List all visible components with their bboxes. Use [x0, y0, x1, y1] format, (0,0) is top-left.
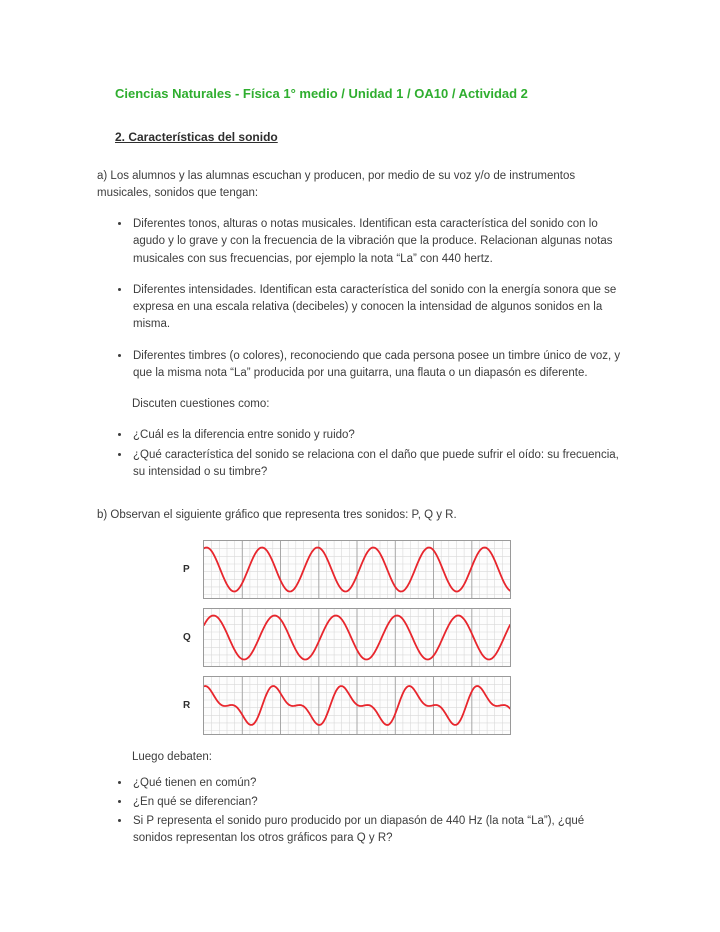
wave-row-q	[183, 608, 622, 667]
bullet-item: • ¿Qué característica del sonido se relaciona con el daño que puede sufrir el oído: su frecuencia, su intensidad o su timbre?	[131, 447, 622, 482]
wave-label-q: Q	[183, 632, 191, 644]
wave-label-p: P	[183, 564, 190, 576]
course-breadcrumb: Ciencias Naturales - Física 1° medio / Unidad 1 / OA10 / Actividad 2	[115, 86, 528, 101]
activity-title: 2. Características del sonido	[115, 129, 278, 144]
waveform-figure	[183, 540, 622, 735]
debate-bullet-list	[97, 775, 622, 848]
bullet-item: • Diferentes tonos, alturas o notas musicales. Identifican esta característica del sonido con lo agudo y lo grave y con la frecuencia de la vibración que la produce. Relacionan algunas notas musicales con sus frecuencias, por ejemplo la nota “La” con 440 hertz.	[131, 216, 622, 268]
wave-plot-r	[203, 676, 511, 735]
debate-intro: Luego debaten:	[132, 751, 212, 764]
bullet-item: • Diferentes intensidades. Identifican esta característica del sonido con la energía sonora que se expresa en una escala relativa (decibeles) y conocen la intensidad de algunos sonidos en la misma.	[131, 282, 622, 334]
discuss-bullet-list	[97, 427, 622, 481]
wave-row-p	[183, 540, 622, 599]
section-b-intro: b) Observan el siguiente gráfico que representa tres sonidos: P, Q y R.	[97, 509, 457, 521]
wave-label-r: R	[183, 700, 191, 712]
discuss-intro: Discuten cuestiones como:	[132, 398, 270, 410]
wave-plot-p	[203, 540, 511, 599]
bullet-item: • ¿Qué tienen en común?	[131, 775, 622, 792]
bullet-item: • ¿Cuál es la diferencia entre sonido y ruido?	[131, 427, 622, 444]
bullet-item: • Diferentes timbres (o colores), reconociendo que cada persona posee un timbre único de voz, y que la misma nota “La” producida por una guitarra, una flauta o un diapasón es diferente.	[131, 348, 622, 383]
wave-row-r	[183, 676, 622, 735]
section-a-intro: a) Los alumnos y las alumnas escuchan y producen, por medio de su voz y/o de instrumentos musicales, sonidos que tengan:	[97, 169, 576, 199]
section-a-bullet-list	[97, 216, 622, 382]
bullet-item: • Si P representa el sonido puro producido por un diapasón de 440 Hz (la nota “La”), ¿qué sonidos representan los otros gráficos para Q y R?	[131, 813, 622, 848]
wave-plot-q	[203, 608, 511, 667]
bullet-item: • ¿En qué se diferencian?	[131, 794, 622, 811]
